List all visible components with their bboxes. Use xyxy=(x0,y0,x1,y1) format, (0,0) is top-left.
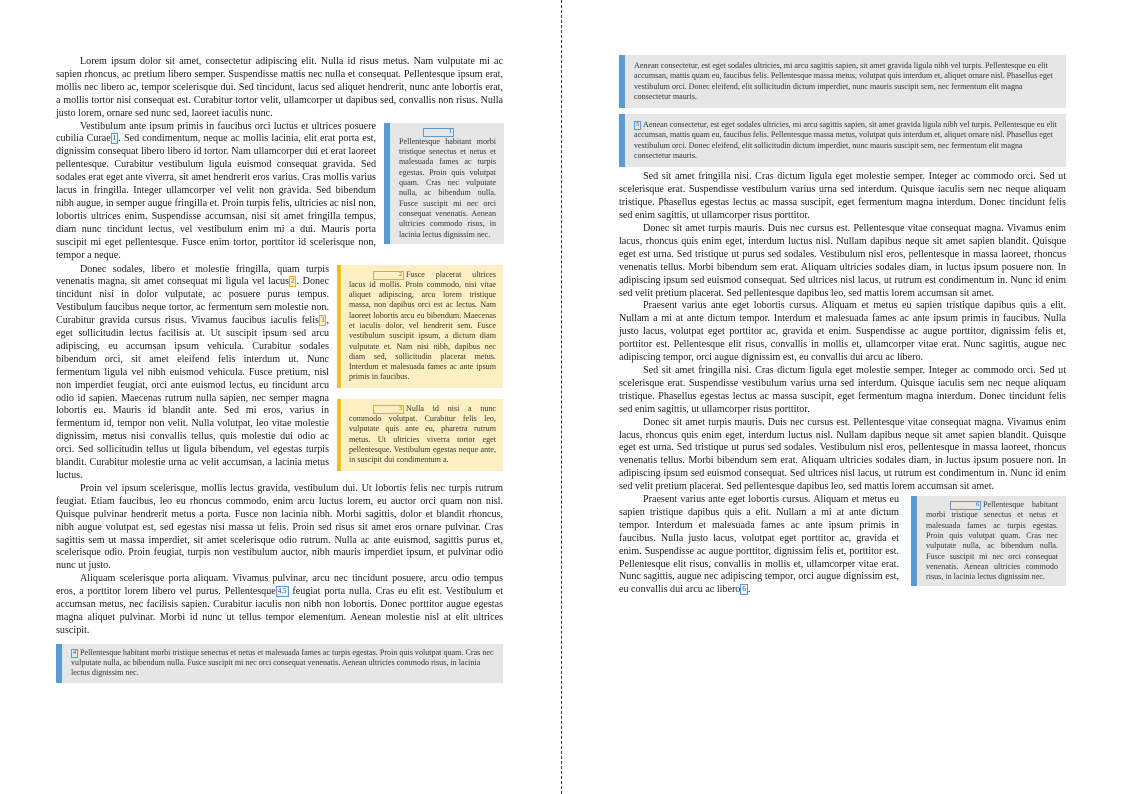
footnote-box xyxy=(56,644,503,683)
text-run: , eget sollicitudin lectus facilisis at. Ut suscipit ipsum sed arcu adipiscing, eu accumsan ipsum vehicula. Curabitur sodales bibendum orci, sit amet eleifend felis interdum ut. Nunc fermentum ligula vel nibh euismod vehicula. Fusce pretium, nisl non imperdiet feugiat, orci ante euismod lectus, eu tincidunt arcu odio id sapien. Maecenas rutrum nulla sapien, nec semper magna lobortis eu. Mauris id blandit ante. Sed mi eros, varius in fermentum id, tempor non velit. Nulla volutpat, leo vitae molestie dignissim, metus nisi convallis tellus, quis molestie dui odio ac orci. Sed sollicitudin tellus ut ligula bibendum, vel egestas turpis blandit. Curabitur molestie urna ac velit accumsan, a lacinia metus luctus. xyxy=(56,315,329,481)
paragraph xyxy=(56,573,503,638)
footnote-ref[interactable]: 1 xyxy=(112,134,117,143)
paragraph xyxy=(56,121,503,263)
text-run: . Donec tincidunt nisi in dolor vulputate, ac posuere purus tempus. Vestibulum faucibus neque tortor, ac fermentum sem molestie non. Curabitur gravida cursus risus. Vivamus faucibus iaculis felis xyxy=(56,276,330,327)
sidenote-2 xyxy=(337,265,503,388)
sidenote-marker: 3 xyxy=(373,405,404,414)
note-marker: 5 xyxy=(636,122,639,129)
sidenote-1 xyxy=(384,123,504,244)
note-box xyxy=(619,55,1066,108)
text-run: Praesent varius ante eget lobortis cursus. Aliquam et metus eu sapien tristique dapibus quis a elit. Nullam a mi at ante dictum tempor. Interdum et malesuada fames ac ante ipsum primis in faucibus. Nulla justo lacus, volutpat eget porttitor ac, gravida et enim. Suspendisse ac augue porttitor, dignissim felis et, porttitor est. Pellentesque elit risus, convallis in mollis et, ullamcorper vitae erat. Nunc sagittis, augue nec adipiscing tempor, orci augue dignissim est, eu convallis dui arcu ac libero xyxy=(619,494,899,596)
right-page xyxy=(563,0,1122,794)
footnote-marker: 4 xyxy=(73,649,76,656)
footnote-ref[interactable]: 6 xyxy=(742,585,746,594)
sidenote-text: Pellentesque habitant morbi tristique senectus et netus et malesuada fames ac turpis egestas. Proin quis volutpat quam. Cras nec vulputate nulla, ac bibendum nulla. Fusce suscipit mi nec orci consequat venenatis. Aenean ultricies commodo risus, in lacinia lectus dignissim nec. xyxy=(926,500,1058,582)
text-run: Vestibulum ante ipsum primis in faucibus orci luctus et ultrices posuere cubilia Curae xyxy=(56,120,376,145)
text-run: . xyxy=(747,584,751,596)
note-text: Aenean consectetur, est eget sodales ultricies, mi arcu sagittis sapien, sit amet gravida ligula nibh vel turpis. Pellentesque eu elit accumsan, mattis quam eu, faucibus felis. Pellentesque massa metus, volutpat quis interdum et, aliquet ornare nisl. Phasellus eget vestibulum orci. Donec eleifend, elit sollicitudin dictum imperdiet, nunc mauris suscipit sem, nec fermentum elit magna consectetur mauris. xyxy=(634,120,1057,161)
paragraph: Sed sit amet fringilla nisi. Cras dictum ligula eget molestie semper. Integer ac commodo orci. Sed ut scelerisque erat. Suspendisse vestibulum varius urna sed interdum. Quisque iaculis sem nec neque aliquam tristique. Phasellus egestas lectus ac massa suscipit, eget fermentum magna interdum. Donec tincidunt felis sed enim sagittis, ut ullamcorper risus porttitor. xyxy=(619,364,1066,415)
paragraph: Proin vel ipsum scelerisque, mollis lectus gravida, vestibulum dui. Ut lobortis felis nec turpis rutrum feugiat. Etiam faucibus, leo eu rhoncus commodo, enim arcu luctus lorem, eu auctor orci quam non nisl. Quisque pulvinar hendrerit metus a porta. Fusce non lacinia nibh. Morbi sagittis, dolor et blandit rhoncus, nibh augue volutpat est, sed egestas nisi massa ut felis. Proin sed risus sit amet eros ornare pulvinar. Cras sagittis sem ut massa imperdiet, sit amet scelerisque odio rutrum. Nulla ac ante euismod, sagittis purus et, scelerisque odio. Proin feugiat, turpis non vestibulum auctor, nibh mauris imperdiet ipsum, et pulvinar odio nunc ut justo. xyxy=(56,482,503,572)
paragraph: Donec sit amet turpis mauris. Duis nec cursus est. Pellentesque vitae consequat magna. Vivamus enim lacus, rhoncus quis enim eget, interdum luctus nisl. Nullam dapibus neque sit amet sapien blandit. Quisque eget est urna. Sed tristique ut purus sed sodales. Vestibulum nisl eros, pellentesque in massa laoreet, rhoncus venenatis tellus. Morbi bibendum sem erat. Aliquam ultricies sodales diam, in luctus ipsum posuere non. In adipiscing ipsum sed euismod consequat. Sed ultrices nisl lacus, ut rutrum est condimentum in. Nunc id enim sed velit pretium placerat. Sed pellentesque dapibus leo, sed mattis lorem accumsan sit amet. xyxy=(619,223,1066,299)
footnote-ref[interactable]: 3 xyxy=(320,316,325,325)
left-text-column xyxy=(56,56,503,683)
footnote-ref[interactable]: 2 xyxy=(290,277,295,286)
paragraph: Praesent varius ante eget lobortis cursus. Aliquam et metus eu sapien tristique dapibus quis a elit. Nullam a mi at ante dictum tempor. Interdum et malesuada fames ac ante ipsum primis in faucibus. Nulla justo lacus, volutpat eget porttitor ac, gravida et enim. Suspendisse ac augue porttitor, dignissim felis et, porttitor est. Pellentesque elit risus, convallis in mollis et, ullamcorper vitae erat. Nunc sagittis, augue nec adipiscing tempor, orci augue dignissim est, eu convallis dui arcu ac libero. xyxy=(619,300,1066,364)
note-text: Aenean consectetur, est eget sodales ultricies, mi arcu sagittis sapien, sit amet gravida ligula nibh vel turpis. Pellentesque eu elit accumsan, mattis quam eu, faucibus felis. Pellentesque massa metus, volutpat quis interdum et, aliquet ornare nisl. Phasellus eget vestibulum orci. Donec eleifend, elit sollicitudin dictum imperdiet, nunc mauris suscipit sem, nec fermentum elit magna consectetur mauris. xyxy=(634,61,1053,101)
paragraph: Lorem ipsum dolor sit amet, consectetur adipiscing elit. Nulla id risus metus. Nam vulputate mi ac sapien rhoncus, ac pretium libero semper. Suspendisse mattis nec nulla et consequat. Pellentesque ipsum erat, mollis nec libero ac, tempor scelerisque dui. Sed tincidunt, lacus sed aliquet hendrerit, nunc ante lobortis erat, a mollis tortor nisi consequat est. Curabitur tortor velit, ullamcorper ut dapibus sed, convallis non risus. Nulla justo lorem, ornare sed nunc sed, laoreet iaculis nunc. xyxy=(56,56,503,119)
paragraph: Sed sit amet fringilla nisi. Cras dictum ligula eget molestie semper. Integer ac commodo orci. Sed ut scelerisque erat. Suspendisse vestibulum varius urna sed interdum. Quisque iaculis sem nec neque aliquam tristique. Phasellus egestas lectus ac massa suscipit, eget fermentum magna interdum. Donec tincidunt felis sed enim sagittis, ut ullamcorper risus porttitor. xyxy=(619,171,1066,222)
note-box-5 xyxy=(619,114,1066,167)
sidenote-text: Fusce placerat ultrices lacus id mollis. Proin commodo, nisi vitae aliquet adipiscing, arcu lorem tristique massa, non dapibus orci est ac lectus. Nam laoreet lobortis arcu eu bibendum. Maecenas et iaculis dolor, vel hendrerit sem. Fusce vestibulum suscipit ipsum, a dictum diam vulputate et. Nam nisi nibh, dapibus nec diam sed, sollicitudin placerat metus. Interdum et malesuada fames ac ante ipsum primis in faucibus. xyxy=(349,269,496,382)
paragraph xyxy=(619,494,1066,597)
paragraph xyxy=(56,264,503,483)
sidenote-3 xyxy=(337,399,503,471)
sidenote-text: Pellentesque habitant morbi tristique senectus et netus et malesuada fames ac turpis egestas. Proin quis volutpat quam. Cras nec vulputate nulla, ac bibendum nulla. Fusce suscipit mi nec orci consequat venenatis. Aenean ultricies commodo risus, in lacinia lectus dignissim nec. xyxy=(399,136,496,239)
text-run: Donec sodales, libero et molestie fringilla, quam turpis venenatis magna, sit amet consequat mi ligula vel lacus xyxy=(56,263,329,288)
sidenote-marker: 6 xyxy=(950,501,981,510)
sidenote-marker: 1 xyxy=(423,128,454,137)
text-run: Aliquam scelerisque porta aliquam. Vivamus pulvinar, arcu nec tincidunt posuere, arcu odio tempus eros, a porttitor lorem libero vel purus. Pellentesque xyxy=(56,573,503,598)
text-run: feugiat porta nulla. Cras eu elit est. Vestibulum et accumsan metus, nec facilisis sapien. Curabitur iaculis non nibh non lobortis. Donec porttitor augue egestas magna aliquet pulvinar. Morbi id nunc ut tellus tempor elementum. Aenean molestie nisl at elit ultrices suscipit. xyxy=(56,586,504,636)
page-divider xyxy=(561,0,562,794)
text-run: . Sed condimentum, neque ac mollis lacinia, elit erat porta est, dignissim consequat libero libero id tortor. Nam ullamcorper dui et erat laoreet pellentesque. Curabitur vestibulum ligula euismod consequat gravida. Sed sodales erat eget ante viverra, sit amet hendrerit eros varius. Cras mollis varius lacus in fringilla. Integer ullamcorper vel velit non gravida. Sed bibendum nibh augue, in semper augue fringilla et. Proin turpis felis, ultricies ac nisl non, lobortis ultrices enim. Suspendisse accumsan, nisi sit amet fringilla tempus, diam nunc tincidunt lectus, vel vestibulum enim mi a dui. Mauris porta suscipit mi eget pellentesque. Fusce enim tortor, porttitor id scelerisque non, tempor a neque. xyxy=(56,133,377,261)
footnote-text: Pellentesque habitant morbi tristique senectus et netus et malesuada fames ac turpis egestas. Proin quis volutpat quam. Cras nec vulputate nulla, ac bibendum nulla. Fusce suscipit mi nec orci consequat venenatis. Aenean ultricies commodo risus, in lacinia lectus dignissim nec. xyxy=(71,647,494,678)
sidenote-text: Nulla id nisi a nunc commodo volutpat. Curabitur felis leo, vulputate quis ante eu, pharetra rutrum metus. Ut ultricies viverra tortor eget pellentesque. Vestibulum egestas neque ante, in suscipit dui condimentum a. xyxy=(349,403,496,465)
left-page xyxy=(0,0,560,794)
sidenote-marker: 2 xyxy=(373,271,404,280)
paragraph: Donec sit amet turpis mauris. Duis nec cursus est. Pellentesque vitae consequat magna. Vivamus enim lacus, rhoncus quis enim eget, interdum luctus nisl. Nullam dapibus neque sit amet sapien blandit. Quisque eget est urna. Sed tristique ut purus sed sodales. Vestibulum nisl eros, pellentesque in massa laoreet, rhoncus venenatis tellus. Morbi bibendum sem erat. Aliquam ultricies sodales diam, in luctus ipsum posuere non. In adipiscing ipsum sed euismod consequat. Sed ultrices nisl lacus, ut rutrum est condimentum in. Nunc id enim sed velit pretium placerat. Sed pellentesque dapibus leo, sed mattis lorem accumsan sit amet. xyxy=(619,416,1066,493)
sidenote-6 xyxy=(911,496,1066,586)
right-text-column xyxy=(619,55,1066,597)
footnote-ref[interactable]: 4,5 xyxy=(277,587,287,596)
